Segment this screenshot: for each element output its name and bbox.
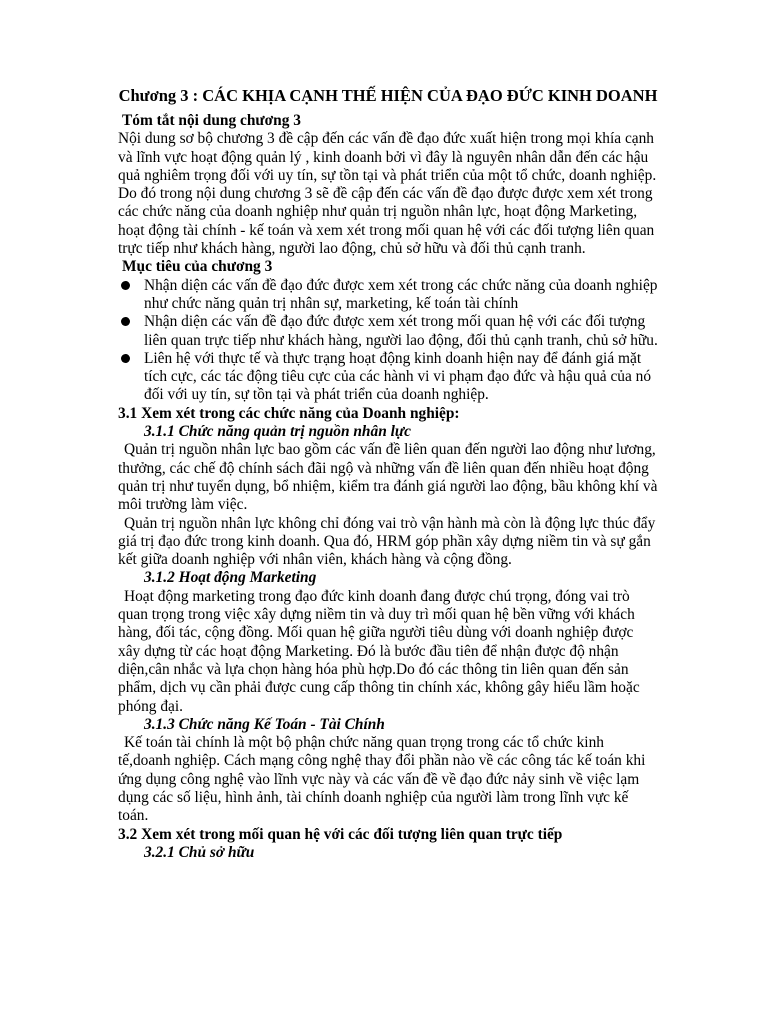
subsection-3-1-3-heading: 3.1.3 Chức năng Kế Toán - Tài Chính xyxy=(144,715,385,733)
section-3-2-heading: 3.2 Xem xét trong mối quan hệ với các đối tượng liên quan trực tiếp xyxy=(118,825,563,843)
goal-text: Liên hệ với thực tế và thực trạng hoạt động kinh doanh hiện nay để đánh giá mặt tích cực, các tác động tiêu cực của các hành vi vi phạm đạo đức và hậu quả của nó đối với uy tín, sự tồn tại và phát triển của doanh nghiệp. xyxy=(144,349,652,404)
subsection-3-2-1-heading: 3.2.1 Chủ sở hữu xyxy=(144,843,255,861)
subsection-3-1-1-paragraph-2: Quản trị nguồn nhân lực không chỉ đóng vai trò vận hành mà còn là động lực thúc đẩy giá trị đạo đức trong kinh doanh. Qua đó, HRM góp phần xây dựng niềm tin và sự gắn kết giữa doanh nghiệp với nhân viên, khách hàng và cộng đồng. xyxy=(118,514,656,569)
bullet-icon xyxy=(121,317,130,326)
section-3-1-heading: 3.1 Xem xét trong các chức năng của Doanh nghiệp: xyxy=(118,404,460,422)
subsection-3-1-2-heading: 3.1.2 Hoạt động Marketing xyxy=(144,569,317,587)
subsection-3-1-2-paragraph: Hoạt động marketing trong đạo đức kinh doanh đang được chú trọng, đóng vai trò quan trọng trong việc xây dựng niềm tin và duy trì mối quan hệ bền vững với khách hàng, đối tác, cộng đồng. Mối quan hệ giữa người tiêu dùng với doanh nghiệp được xây dựng từ các hoạt động Marketing. Đó là bước đầu tiên để nhận được độ nhận diện,cân nhắc và lựa chọn hàng hóa phù hợp.Do đó các thông tin liên quan đến sản phẩm, dịch vụ cần phải được cung cấp thông tin chính xác, không gây hiểu lầm hoặc phóng đại. xyxy=(118,587,640,715)
goal-item xyxy=(118,350,658,405)
summary-paragraph: Nội dung sơ bộ chương 3 đề cập đến các vấn đề đạo đức xuất hiện trong mọi khía cạnh và lĩnh vực hoạt động quản lý , kinh doanh bởi vì đây là nguyên nhân dẫn đến các hậu quả nghiêm trọng đối với uy tín, sự tồn tại và phát triển của một tổ chức, doanh nghiệp. Do đó trong nội dung chương 3 sẽ đề cập đến các vấn đề đạo được được xem xét trong các chức năng của doanh nghiệp như quản trị nguồn nhân lực, hoạt động Marketing, hoạt động tài chính - kế toán và xem xét trong mối quan hệ với các đối tượng liên quan trực tiếp như khách hàng, người lao động, chủ sở hữu và đối thủ cạnh tranh. xyxy=(118,130,657,258)
subsection-3-1-1-heading: 3.1.1 Chức năng quản trị nguồn nhân lực xyxy=(144,423,411,441)
goal-item xyxy=(118,277,658,314)
goal-item xyxy=(118,313,658,350)
goals-list xyxy=(118,277,658,405)
bullet-icon xyxy=(121,354,130,363)
chapter-title: Chương 3 : CÁC KHỊA CẠNH THẾ HIỆN CỦA ĐẠO ĐỨC KINH DOANH xyxy=(118,86,658,105)
subsection-3-1-3-paragraph: Kế toán tài chính là một bộ phận chức năng quan trọng trong các tổ chức kinh tế,doanh nghiệp. Cách mạng công nghệ thay đổi phần nào về các công tác kế toán khi ứng dụng công nghệ vào lĩnh vực này và các vấn đề về đạo đức nảy sinh về việc lạm dụng các số liệu, hình ảnh, tài chính doanh nghiệp của người làm trong lĩnh vực kế toán. xyxy=(118,734,646,825)
summary-heading: Tóm tắt nội dung chương 3 xyxy=(122,112,301,129)
goal-text: Nhận diện các vấn đề đạo đức được xem xét trong các chức năng của doanh nghiệp như chức năng quản trị nhân sự, marketing, kế toán tài chính xyxy=(144,276,658,312)
goal-text: Nhận diện các vấn đề đạo đức được xem xét trong mối quan hệ với các đối tượng liên quan trực tiếp như khách hàng, người lao động, đối thủ cạnh tranh, chủ sở hữu. xyxy=(144,313,658,349)
goals-heading: Mục tiêu của chương 3 xyxy=(122,258,273,276)
bullet-icon xyxy=(121,281,130,290)
subsection-3-1-1-paragraph-1: Quản trị nguồn nhân lực bao gồm các vấn đề liên quan đến người lao động như lương, thưởng, các chế độ chính sách đãi ngộ và những vấn đề liên quan đến nhiều hoạt động quản trị như tuyển dụng, bổ nhiệm, kiểm tra đánh giá người lao động, bầu không khí và môi trường làm việc. xyxy=(118,441,658,514)
